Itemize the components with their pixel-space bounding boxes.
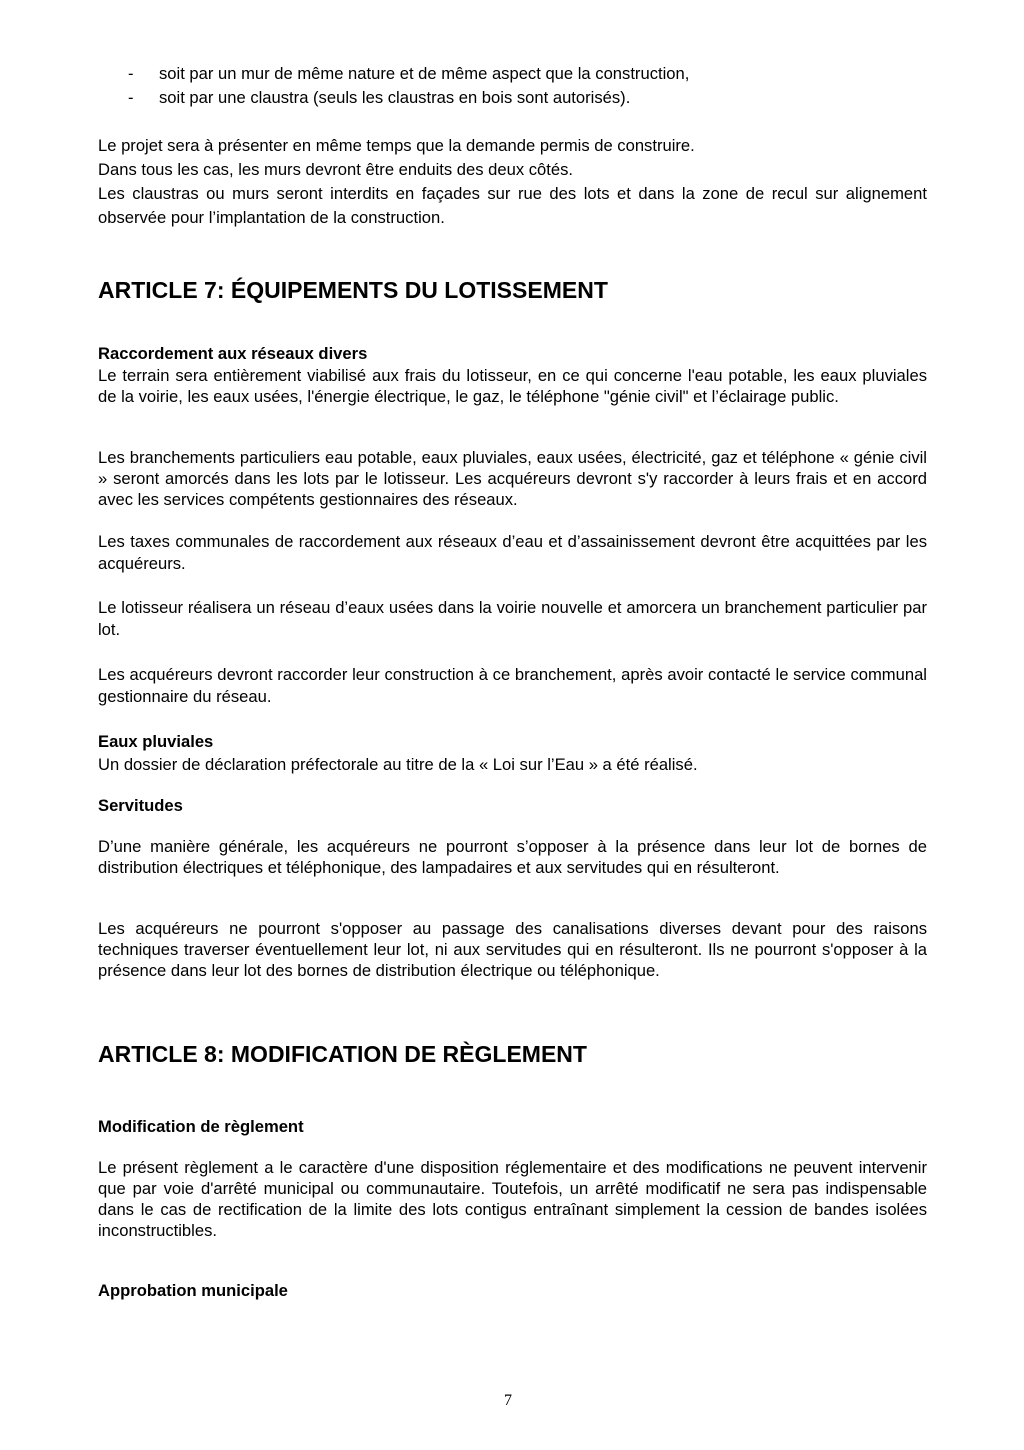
article-7-title: ARTICLE 7: ÉQUIPEMENTS DU LOTISSEMENT — [98, 277, 608, 303]
bullet-item: soit par un mur de même nature et de même aspect que la construction, — [159, 64, 690, 83]
article-8-title: ARTICLE 8: MODIFICATION DE RÈGLEMENT — [98, 1041, 587, 1067]
modification-text: Le présent règlement a le caractère d'une disposition réglementaire et des modifications ne peuvent intervenir que par voie d'arrêté municipal ou communautaire. Toutefois, un arrêté modificatif ne sera pas indispensable dans le cas de rectification de la limite des lots contigus entraînant simplement la cession de bandes isolées inconstructibles. — [98, 1158, 927, 1240]
modification-heading: Modification de règlement — [98, 1117, 304, 1136]
intro-line-2: Dans tous les cas, les murs devront être enduits des deux côtés. — [98, 160, 574, 179]
intro-line-3: Les claustras ou murs seront interdits en façades sur rue des lots et dans la zone de recul sur alignement observée pour l’implantation de la construction. — [98, 184, 927, 227]
bullet-marker: - — [128, 64, 134, 83]
eaux-pluviales-heading: Eaux pluviales — [98, 732, 214, 751]
servitudes-paragraph-1: D’une manière générale, les acquéreurs ne pourront s’opposer à la présence dans leur lot de bornes de distribution électriques et téléphonique, des lampadaires et aux servitudes qui en résulteront. — [98, 837, 927, 877]
eaux-pluviales-text: Un dossier de déclaration préfectorale au titre de la « Loi sur l’Eau » a été réalisé. — [98, 755, 698, 774]
bullet-item: soit par une claustra (seuls les claustras en bois sont autorisés). — [159, 88, 631, 107]
servitudes-heading: Servitudes — [98, 796, 183, 815]
raccordement-paragraph-2: Les branchements particuliers eau potable, eaux pluviales, eaux usées, électricité, gaz et téléphone « génie civil » seront amorcés dans les lots par le lotisseur. Les acquéreurs devront s'y raccorder à leurs frais et en accord avec les services compétents gestionnaires des réseaux. — [98, 448, 927, 509]
approbation-heading: Approbation municipale — [98, 1281, 288, 1300]
bullet-marker: - — [128, 88, 134, 107]
raccordement-paragraph-1: Le terrain sera entièrement viabilisé aux frais du lotisseur, en ce qui concerne l'eau potable, les eaux pluviales de la voirie, les eaux usées, l'énergie électrique, le gaz, le téléphone "génie civil" et l’éclairage public. — [98, 366, 927, 406]
raccordement-paragraph-5: Les acquéreurs devront raccorder leur construction à ce branchement, après avoir contacté le service communal gestionnaire du réseau. — [98, 665, 927, 706]
raccordement-heading: Raccordement aux réseaux divers — [98, 344, 368, 363]
servitudes-paragraph-2: Les acquéreurs ne pourront s'opposer au passage des canalisations diverses devant pour des raisons techniques traverser éventuellement leur lot, ni aux servitudes qui en résulteront. Ils ne pourront s'opposer à la présence dans leur lot des bornes de distribution électrique ou téléphonique. — [98, 919, 927, 980]
intro-line-1: Le projet sera à présenter en même temps que la demande permis de construire. — [98, 136, 695, 155]
raccordement-paragraph-3: Les taxes communales de raccordement aux réseaux d’eau et d’assainissement devront être acquittées par les acquéreurs. — [98, 532, 927, 573]
raccordement-paragraph-4: Le lotisseur réalisera un réseau d’eaux usées dans la voirie nouvelle et amorcera un branchement particulier par lot. — [98, 598, 927, 639]
page-number: 7 — [504, 1392, 512, 1409]
